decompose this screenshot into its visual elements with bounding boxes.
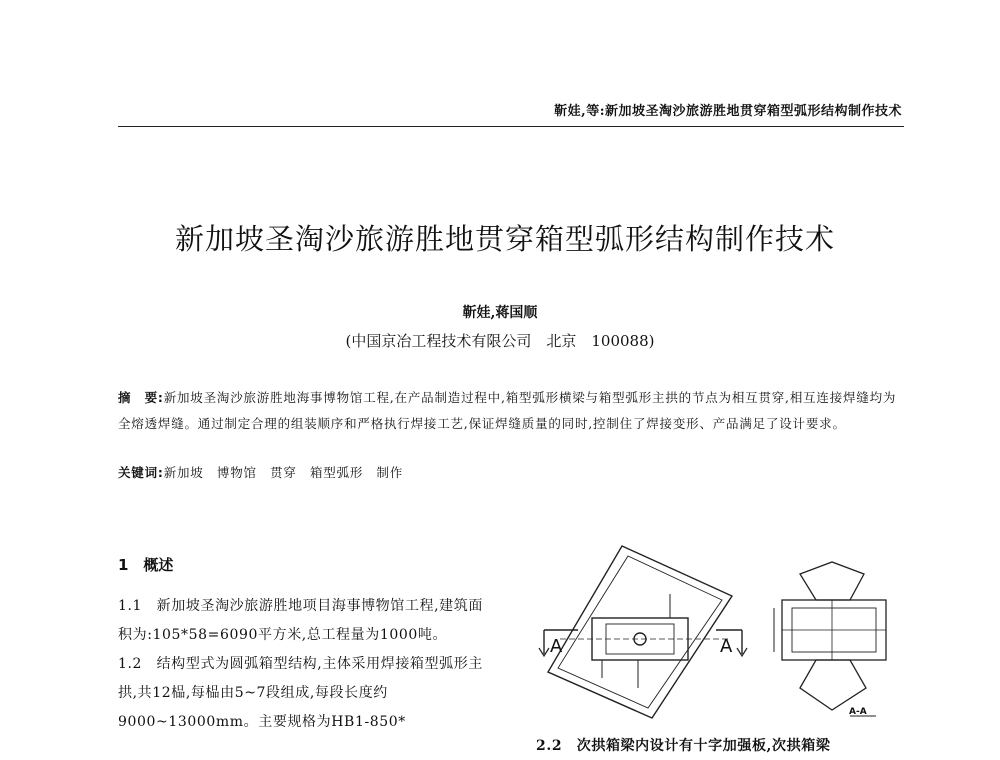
paragraph-1-1: 1.1 新加坡圣淘沙旅游胜地项目海事博物馆工程,建筑面积为:105*58=6090平方米,总工程量为1000吨。 (118, 598, 483, 643)
figure-box-beam (520, 538, 900, 728)
paper-title: 新加坡圣淘沙旅游胜地贯穿箱型弧形结构制作技术 (174, 222, 835, 257)
keywords-label: 关键词: (118, 465, 164, 480)
label-a-right: A (720, 636, 733, 657)
section-bottom-flange (800, 660, 866, 710)
paragraph-2-2: 2.2 次拱箱梁内设计有十字加强板,次拱箱梁 (536, 738, 831, 754)
authors: 靳娃,蒋国顺 (462, 305, 538, 321)
abstract-text: 新加坡圣淘沙旅游胜地海事博物馆工程,在产品制造过程中,箱型弧形横梁与箱型弧形主拱的节点为相互贯穿,相互连接焊缝均为全熔透焊缝。通过制定合理的组装顺序和严格执行焊接工艺,保证焊缝质量的同时,控制住了焊接变形、产品满足了设计要求。 (118, 390, 897, 431)
left-column (118, 592, 488, 737)
abstract (118, 385, 904, 437)
arch-inner-outline (558, 556, 722, 708)
right-column (536, 735, 906, 755)
affiliation: (中国京冶工程技术有限公司 北京 100088) (345, 332, 655, 350)
abstract-label: 摘 要: (118, 390, 164, 405)
section-top-flange (800, 562, 864, 600)
paragraph-1-2: 1.2 结构型式为圆弧箱型结构,主体采用焊接箱型弧形主拱,共12榀,每榀由5~7段组成,每段长度约9000~13000mm。主要规格为HB1-850* (118, 656, 483, 730)
label-section-aa: A-A (849, 707, 867, 717)
arch-outer-outline (548, 546, 732, 718)
keywords (118, 463, 904, 481)
label-a-left: A (550, 636, 563, 657)
figure-drawing (520, 538, 900, 728)
section-heading-1: 1 概述 (118, 556, 174, 574)
running-head: 靳娃,等:新加坡圣淘沙旅游胜地贯穿箱型弧形结构制作技术 (554, 104, 902, 119)
keywords-text: 新加坡 博物馆 贯穿 箱型弧形 制作 (163, 465, 404, 480)
header-rule (118, 126, 904, 127)
